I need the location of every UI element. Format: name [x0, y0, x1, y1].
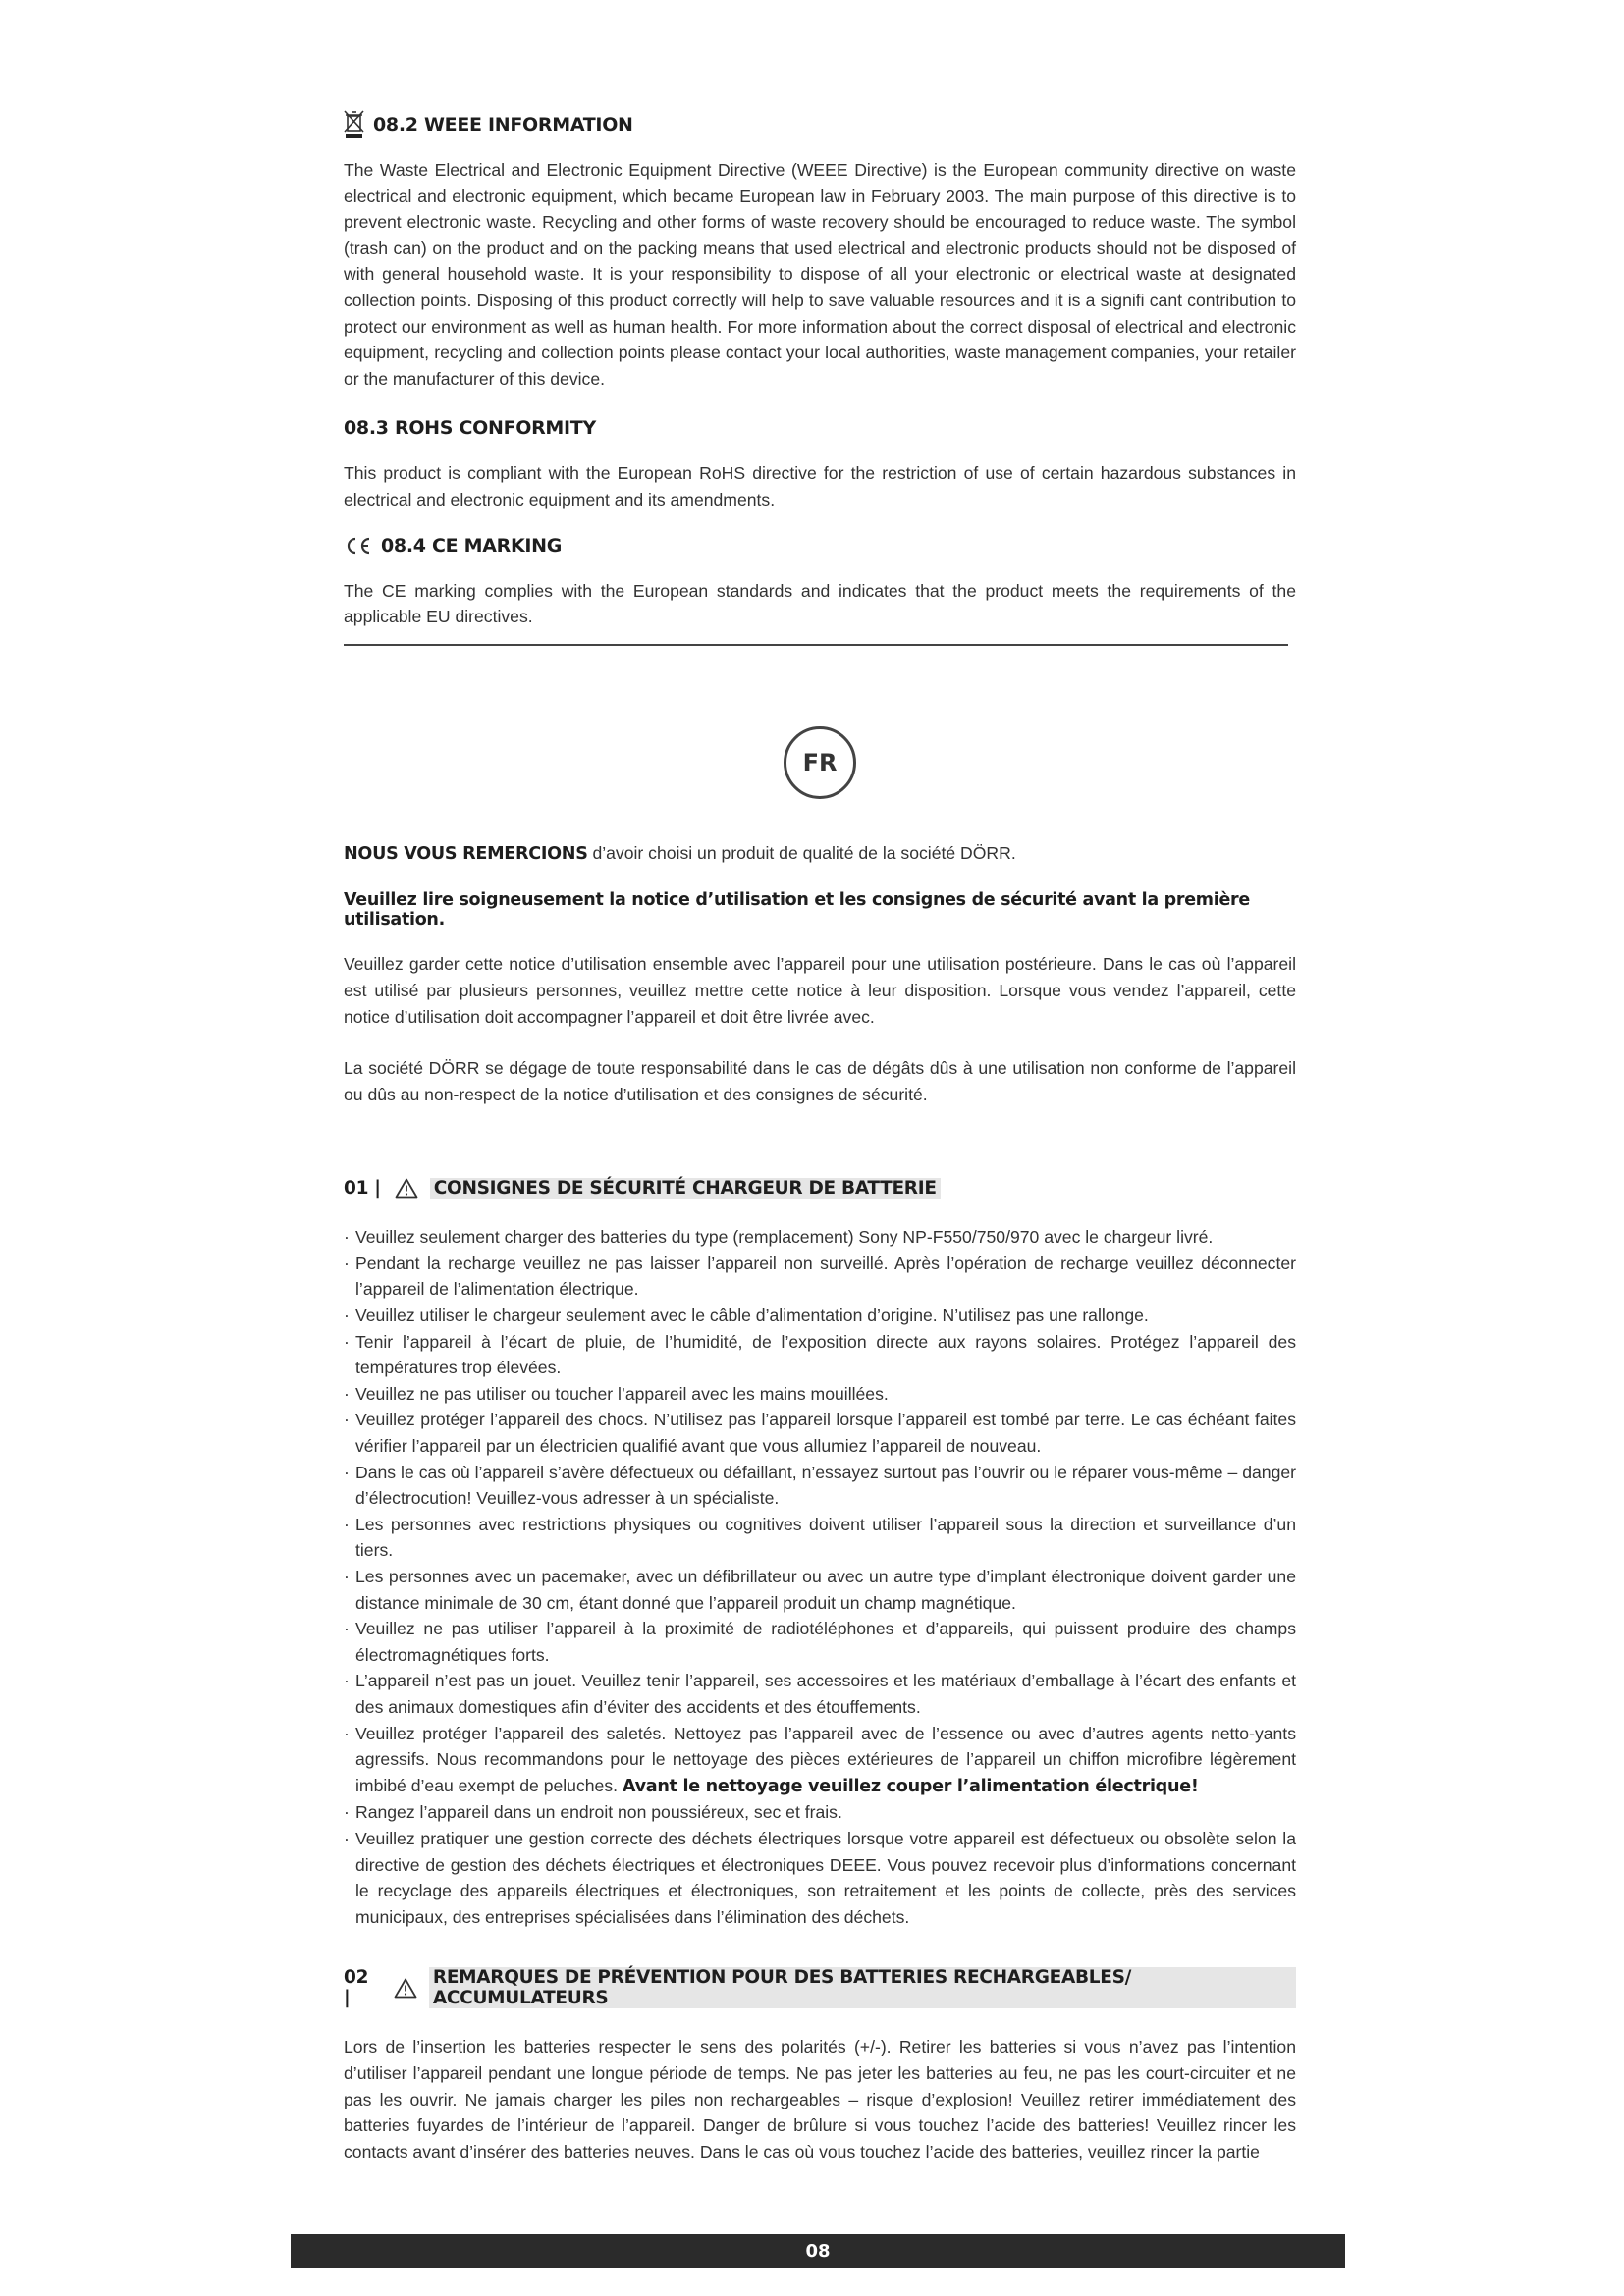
weee-heading-text: 08.2 WEEE INFORMATION	[373, 114, 633, 135]
list-item: · Les personnes avec un pacemaker, avec un défibrillateur ou avec un autre type d’implant électronique doivent garder une distance minimale de 30 cm, étant donné que l’appareil produit un champ magnétique.	[344, 1564, 1296, 1616]
section-02-body: Lors de l’insertion les batteries respecter le sens des polarités (+/-). Retirer les batteries si vous n’avez pas l’intention d’utiliser l’appareil pendant une longue période de temps. Ne pas jeter les batteries au feu, ne pas les court-circuiter et ne pas les ouvrir. Ne jamais charger les piles non rechargeables – risque d’explosion! Veuillez retirer immédiatement des batteries fuyardes de l’intérieur de l’appareil. Danger de brûlure si vous touchez l’acide des batteries! Veuillez rincer les contacts avant d’insérer des batteries neuves. Dans le cas où vous touchez l’acide des batteries, veuillez rincer la partie	[344, 2037, 1296, 2162]
weee-heading	[344, 110, 1296, 139]
ce-heading-text: 08.4 CE MARKING	[381, 534, 563, 557]
language-badge-row	[344, 726, 1296, 799]
intro-thanks-bold: NOUS VOUS REMERCIONS	[344, 843, 588, 864]
list-item: · Tenir l’appareil à l’écart de pluie, de l’humidité, de l’exposition directe aux rayons solaires. Protégez l’appareil des températures trop élevées.	[344, 1329, 1296, 1381]
section-01-title: CONSIGNES DE SÉCURITÉ CHARGEUR DE BATTERIE	[430, 1178, 941, 1199]
page-footer-bar	[291, 2234, 1345, 2268]
list-item: · Veuillez seulement charger des batteries du type (remplacement) Sony NP-F550/750/970 avec le chargeur livré.	[344, 1224, 1296, 1251]
list-item: · Veuillez protéger l’appareil des chocs. N’utilisez pas l’appareil lorsque l’appareil est tombé par terre. Le cas échéant faites vérifier l’appareil par un électricien qualifié avant que vous allumiez l’appareil de nouveau.	[344, 1407, 1296, 1459]
list-item-cleaning	[344, 1721, 1296, 1800]
section-01-heading	[344, 1178, 1296, 1199]
language-badge-fr: FR	[784, 726, 856, 799]
list-item: · Les personnes avec restrictions physiques ou cognitives doivent utiliser l’appareil sous la direction et surveillance d’un tiers.	[344, 1512, 1296, 1564]
list-item: · Veuillez ne pas utiliser l’appareil à la proximité de radiotéléphones et d’appareils, qui puissent produire des champs électromagnétiques forts.	[344, 1616, 1296, 1668]
list-item: · Rangez l’appareil dans un endroit non poussiéreux, sec et frais.	[344, 1799, 1296, 1826]
intro-para-2: La société DÖRR se dégage de toute responsabilité dans le cas de dégâts dûs à une utilisation non conforme de l’appareil ou dûs au non-respect de la notice d’utilisation et des consignes de sécurité.	[344, 1058, 1296, 1104]
page-number: 08	[805, 2240, 831, 2262]
ce-mark-icon	[344, 536, 373, 556]
read-notice: Veuillez lire soigneusement la notice d’utilisation et les consignes de sécurité avant la première utilisation.	[344, 890, 1250, 931]
intro-para-1: Veuillez garder cette notice d’utilisation ensemble avec l’appareil pour une utilisation postérieure. Dans le cas où l’appareil est utilisé par plusieurs personnes, veuillez mettre cette notice à leur disposition. Lorsque vous vendez l’appareil, cette notice d’utilisation doit accompagner l’appareil et doit être livrée avec.	[344, 954, 1296, 1027]
list-item: · Pendant la recharge veuillez ne pas laisser l’appareil non surveillé. Après l’opération de recharge veuillez déconnecter l’appareil de l’alimentation électrique.	[344, 1251, 1296, 1303]
safety-bullet-list	[344, 1224, 1296, 1930]
crossed-out-bin-icon	[344, 110, 365, 139]
intro-thanks-rest: d’avoir choisi un produit de qualité de la société DÖRR.	[587, 842, 1016, 863]
section-divider	[344, 644, 1288, 646]
warning-triangle-icon	[395, 1178, 418, 1199]
section-01-number: 01 |	[344, 1178, 381, 1200]
section-02-number: 02 |	[344, 1967, 369, 2009]
list-item: · Veuillez utiliser le chargeur seulement avec le câble d’alimentation d’origine. N’utilisez pas une rallonge.	[344, 1303, 1296, 1329]
ce-heading	[344, 535, 1296, 557]
weee-body: The Waste Electrical and Electronic Equipment Directive (WEEE Directive) is the European community directive on waste electrical and electronic equipment, which became European law in February 2003. The main purpose of this directive is to prevent electronic waste. Recycling and other forms of waste recovery should be encouraged to reduce waste. The symbol (trash can) on the product and on the packing means that used electrical and electronic products should not be disposed of with general household waste. It is your responsibility to dispose of all your electronic or electrical waste at designated collection points. Disposing of this product correctly will help to save valuable resources and it is a signifi cant contribution to protect our environment as well as human health. For more information about the correct disposal of electrical and electronic equipment, recycling and collection points please contact your local authorities, waste management companies, your retailer or the manufacturer of this device.	[344, 160, 1296, 389]
intro-thanks	[344, 840, 1296, 868]
ce-body: The CE marking complies with the European standards and indicates that the product meets the requirements of the applicable EU directives.	[344, 580, 1296, 627]
cleaning-warning-bold: Avant le nettoyage veuillez couper l’alimentation électrique!	[622, 1776, 1199, 1796]
list-item: · Dans le cas où l’appareil s’avère défectueux ou défaillant, n’essayez surtout pas l’ouvrir ou le réparer vous-même – danger d’électrocution! Veuillez-vous adresser à un spécialiste.	[344, 1460, 1296, 1512]
rohs-body: This product is compliant with the European RoHS directive for the restriction of use of certain hazardous substances in electrical and electronic equipment and its amendments.	[344, 463, 1296, 509]
list-item: · Veuillez pratiquer une gestion correcte des déchets électriques lorsque votre appareil est défectueux ou obsolète selon la directive de gestion des déchets électriques et électroniques DEEE. Vous pouvez recevoir plus d’informations concernant le recyclage des appareils électriques et électroniques, son retraitement et les points de collecte, près des services municipaux, des entreprises spécialisées dans l’élimination des déchets.	[344, 1826, 1296, 1930]
rohs-heading	[344, 417, 1296, 439]
list-item: · L’appareil n’est pas un jouet. Veuillez tenir l’appareil, ses accessoires et les matériaux d’emballage à l’écart des enfants et des animaux domestiques afin d’éviter des accidents et des étouffements.	[344, 1668, 1296, 1720]
rohs-heading-text: 08.3 ROHS CONFORMITY	[344, 417, 596, 440]
section-02-title: REMARQUES DE PRÉVENTION POUR DES BATTERIES RECHARGEABLES/ ACCUMULATEURS	[429, 1967, 1296, 2008]
warning-triangle-icon	[394, 1978, 417, 1999]
section-02-heading	[344, 1967, 1296, 2008]
page-content	[344, 110, 1296, 2164]
cleaning-text: Veuillez protéger l’appareil des saletés. Nettoyez pas l’appareil avec de l’essence ou avec d’autres agents netto-yants agressifs. Nous recommandons pour le nettoyage des pièces extérieures de l’appareil un chiffon microfibre légèrement imbibé d’eau exempt de peluches.	[355, 1723, 1296, 1795]
list-item: · Veuillez ne pas utiliser ou toucher l’appareil avec les mains mouillées.	[344, 1381, 1296, 1408]
